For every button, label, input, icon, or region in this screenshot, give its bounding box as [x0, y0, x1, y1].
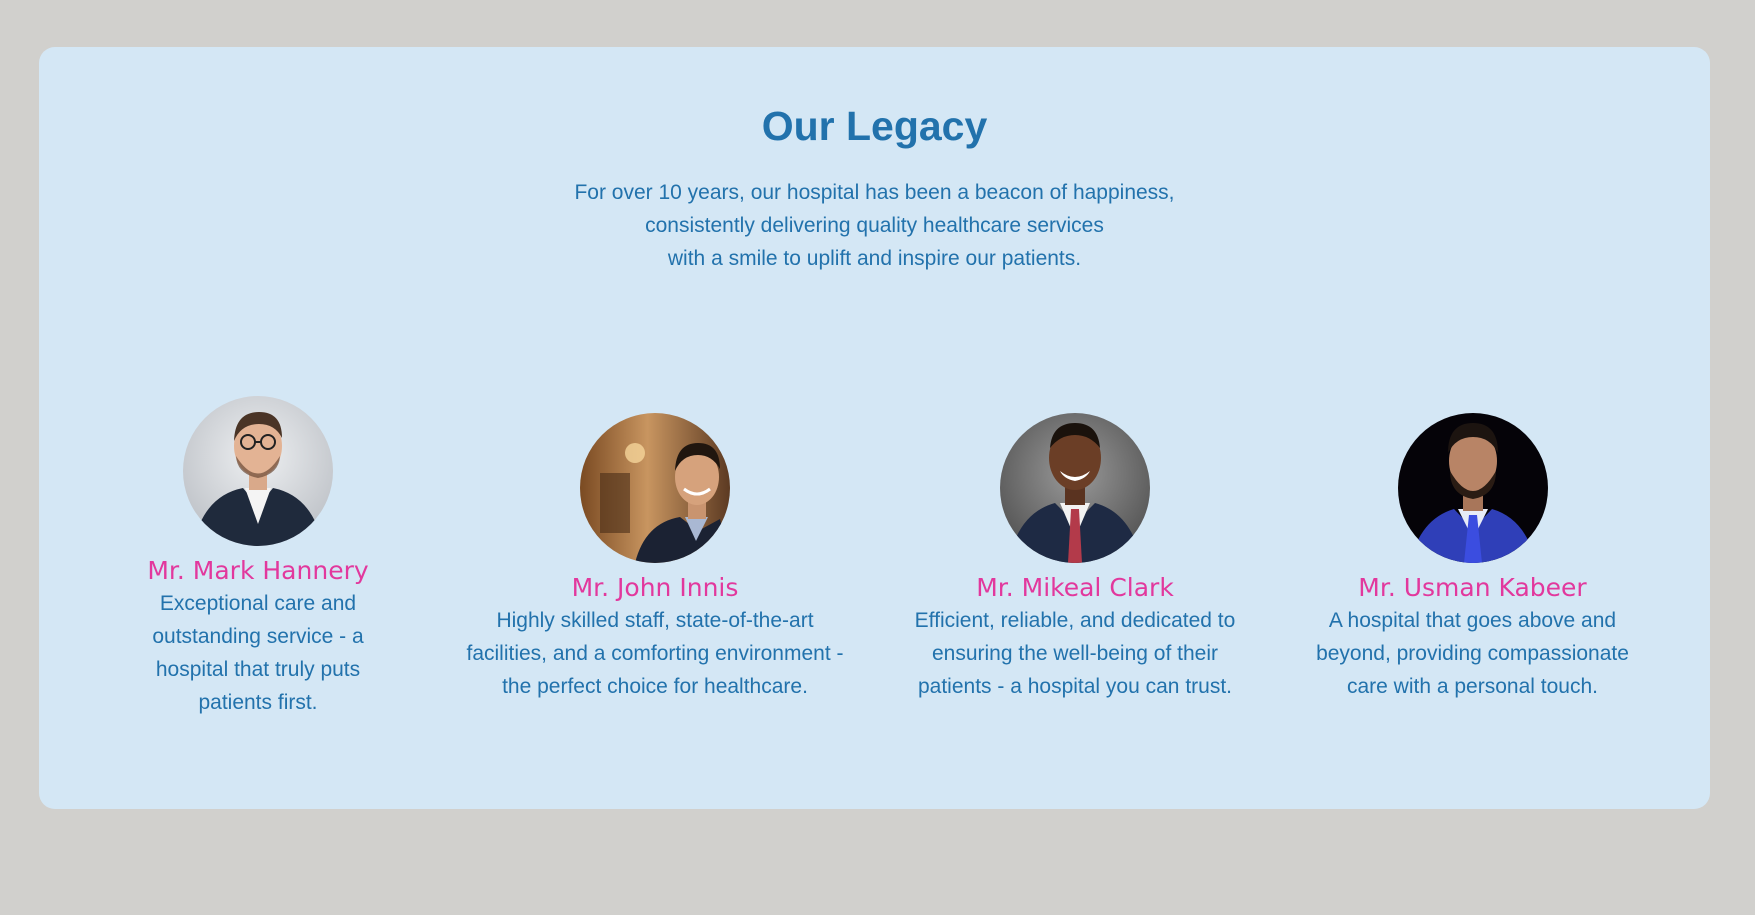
legacy-section	[39, 47, 1710, 809]
testimonial-line: Efficient, reliable, and dedicated to	[914, 609, 1236, 632]
avatar	[1398, 413, 1548, 563]
section-intro	[39, 176, 1710, 275]
testimonial-line: outstanding service - a	[152, 625, 364, 648]
person-name: Mr. Mikeal Clark	[976, 573, 1174, 602]
avatar	[183, 396, 333, 546]
testimonial-text	[445, 604, 865, 703]
person-name: Mr. Mark Hannery	[147, 556, 369, 585]
testimonial-card	[890, 413, 1260, 703]
testimonial-line: ensuring the well-being of their	[931, 642, 1218, 665]
testimonial-line: the perfect choice for healthcare.	[502, 675, 808, 698]
avatar	[580, 413, 730, 563]
intro-line: For over 10 years, our hospital has been a beacon of happiness,	[574, 181, 1175, 204]
testimonial-line: Highly skilled staff, state-of-the-art	[496, 609, 814, 632]
testimonial-text	[96, 587, 420, 719]
testimonial-line: care with a personal touch.	[1347, 675, 1598, 698]
intro-line: with a smile to uplift and inspire our patients.	[667, 247, 1082, 270]
testimonial-line: Exceptional care and	[159, 592, 357, 615]
testimonial-line: patients - a hospital you can trust.	[917, 675, 1232, 698]
testimonial-card	[445, 413, 865, 703]
testimonial-card	[96, 396, 420, 719]
avatar	[1000, 413, 1150, 563]
testimonial-line: facilities, and a comforting environment -	[466, 642, 844, 665]
testimonial-card	[1285, 413, 1660, 703]
testimonial-line: A hospital that goes above and	[1328, 609, 1617, 632]
testimonial-line: patients first.	[198, 691, 318, 714]
testimonial-text	[890, 604, 1260, 703]
testimonial-text	[1285, 604, 1660, 703]
section-title: Our Legacy	[761, 103, 988, 149]
testimonial-line: beyond, providing compassionate	[1316, 642, 1629, 665]
person-name: Mr. Usman Kabeer	[1358, 573, 1587, 602]
intro-line: consistently delivering quality healthcare services	[645, 214, 1104, 237]
person-name: Mr. John Innis	[571, 573, 739, 602]
testimonial-line: hospital that truly puts	[155, 658, 361, 681]
